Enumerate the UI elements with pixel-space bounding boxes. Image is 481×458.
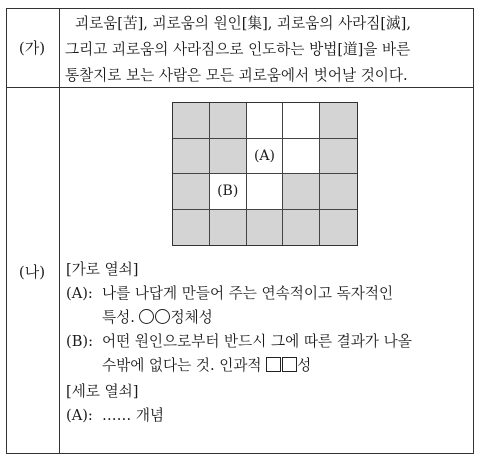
passage-ga — [65, 11, 471, 89]
grid-cell-shaded — [173, 174, 210, 210]
across-clue-a — [66, 282, 466, 330]
grid-cell-shaded — [283, 210, 320, 246]
across-header: [가로 열쇠] — [66, 261, 139, 278]
column-divider — [59, 9, 60, 453]
grid-cell-shaded — [210, 139, 247, 175]
clue-key: (A): — [66, 407, 93, 424]
blank-boxes — [139, 309, 170, 324]
grid-cell-blank: (A) — [247, 139, 284, 175]
grid-cell-blank: (B) — [210, 174, 247, 210]
clue-line: 특성. 정체성 — [102, 309, 213, 326]
grid-cell-shaded — [173, 210, 210, 246]
row-label-ga: (가) — [18, 39, 46, 57]
grid-cell-shaded — [320, 174, 357, 210]
grid-cell-blank — [283, 139, 320, 175]
grid-cell-shaded — [247, 210, 284, 246]
grid-cell-shaded — [210, 210, 247, 246]
grid-cell-blank — [247, 174, 284, 210]
clue-line: …… 개념 — [102, 407, 165, 424]
blank-boxes — [266, 357, 297, 372]
grid-cell-blank — [247, 103, 284, 139]
clue-line: 나를 나답게 만들어 주는 연속적이고 독자적인 — [102, 285, 394, 302]
grid-cell-shaded — [283, 174, 320, 210]
grid-cell-shaded — [173, 103, 210, 139]
clues — [66, 258, 466, 428]
across-clue-b — [66, 330, 466, 378]
grid-cell-shaded — [320, 139, 357, 175]
clue-line: 수밖에 없다는 것. 인과적 성 — [102, 357, 312, 374]
row-label-na: (나) — [18, 263, 46, 281]
passage-line: 괴로움[苦], 괴로움의 원인[集], 괴로움의 사라짐[滅], — [75, 15, 411, 32]
clue-key: (A): — [66, 285, 93, 302]
passage-line: 그리고 괴로움의 사라짐으로 인도하는 방법[道]을 바른 — [65, 41, 411, 58]
grid-cell-shaded — [320, 103, 357, 139]
crossword-grid — [172, 102, 358, 246]
clue-key: (B): — [66, 333, 94, 350]
passage-line: 통찰지로 보는 사람은 모든 괴로움에서 벗어날 것이다. — [65, 67, 408, 84]
grid-cell-shaded — [320, 210, 357, 246]
grid-cell-shaded — [173, 139, 210, 175]
grid-cell-shaded — [210, 103, 247, 139]
grid-cell-blank — [283, 103, 320, 139]
down-clue-a — [66, 404, 466, 428]
clue-line: 어떤 원인으로부터 반드시 그에 따른 결과가 나올 — [102, 333, 412, 350]
down-header: [세로 열쇠] — [66, 383, 139, 400]
